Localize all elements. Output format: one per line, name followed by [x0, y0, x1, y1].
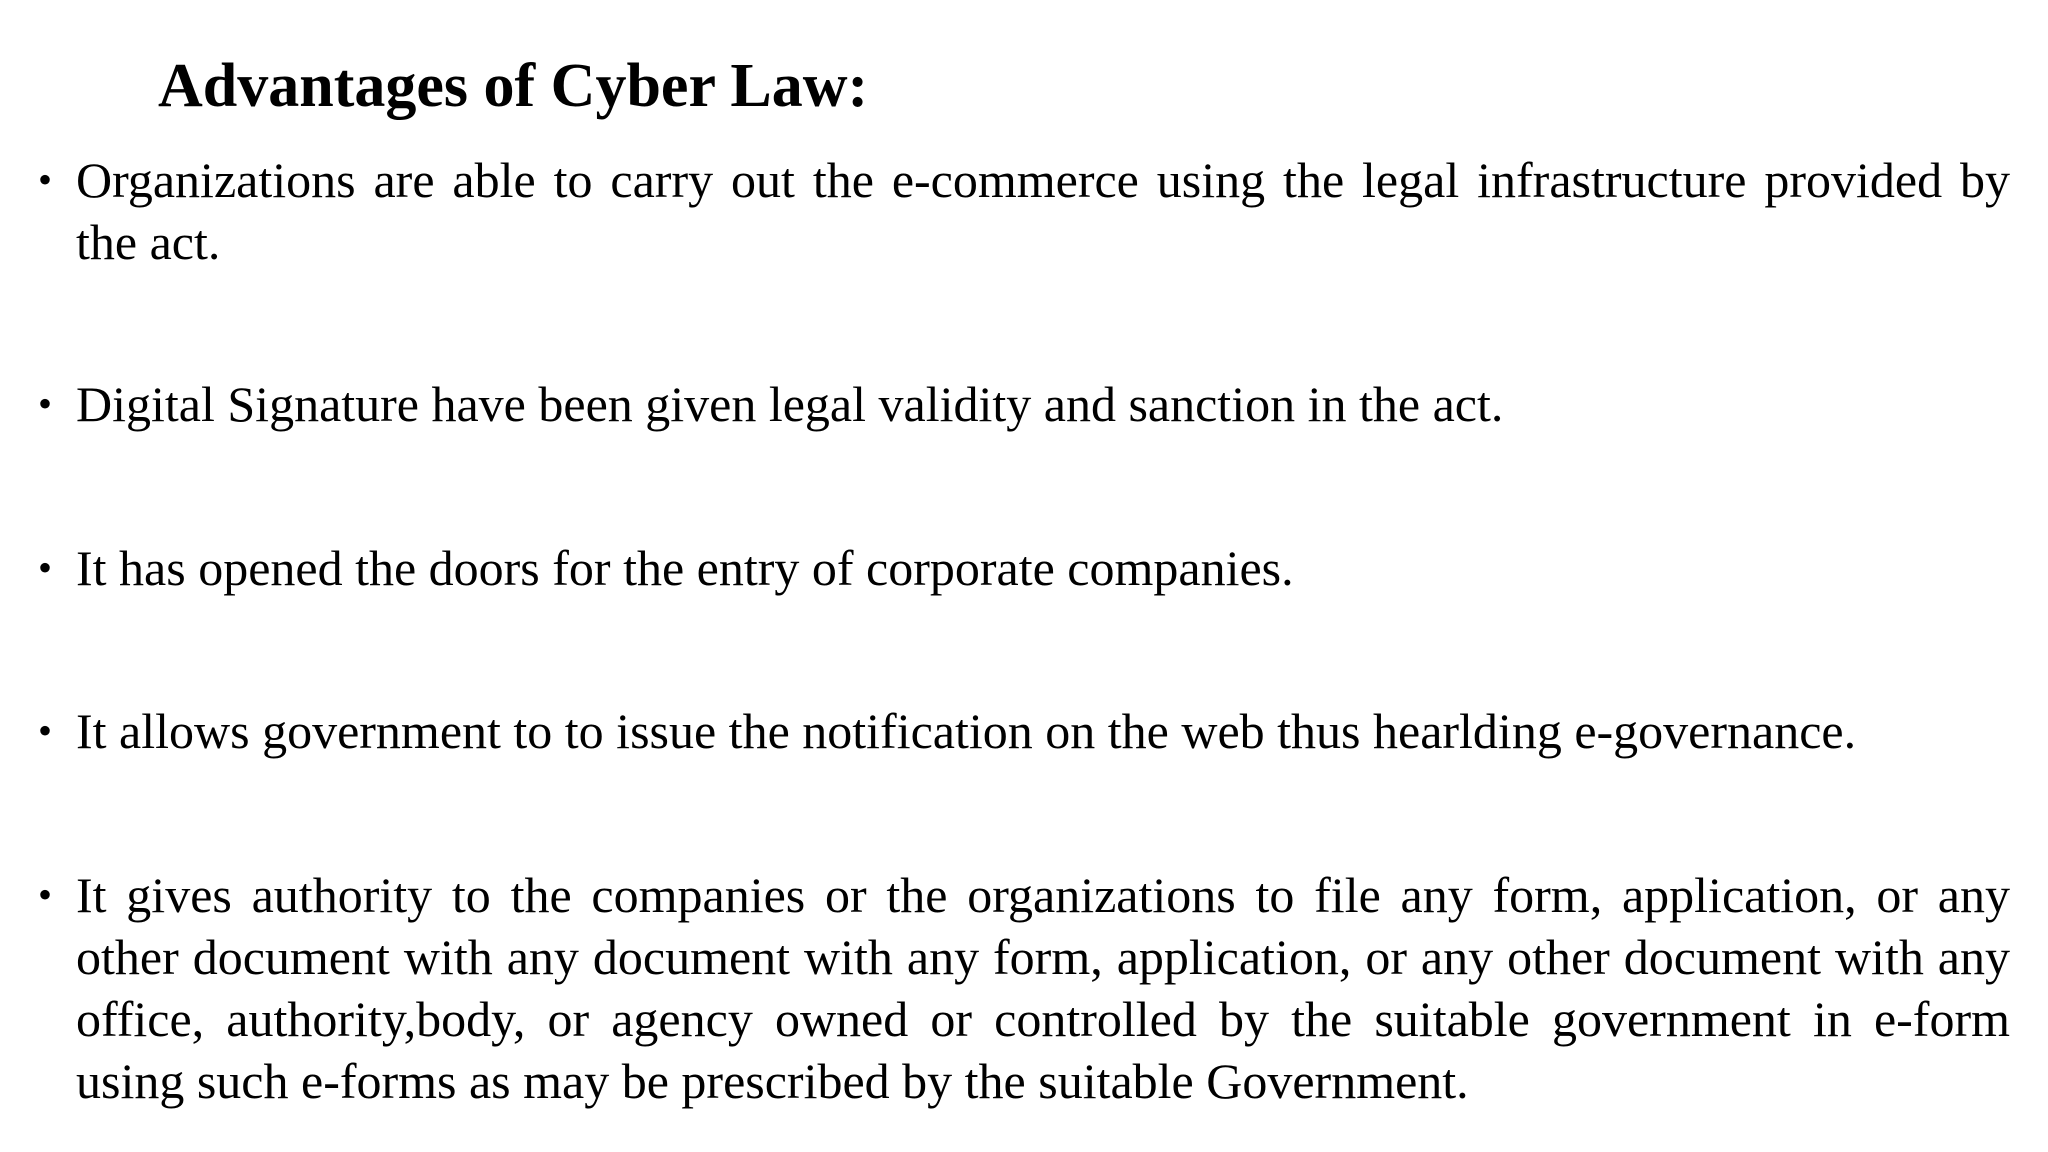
bullet-icon: • — [38, 381, 53, 426]
bullet-text: It has opened the doors for the entry of corporate companies. — [76, 540, 1294, 596]
bullet-icon: • — [38, 708, 53, 753]
bullet-item — [38, 537, 2010, 599]
slide-title: Advantages of Cyber Law: — [158, 52, 869, 120]
bullet-text: Digital Signature have been given legal validity and sanction in the act. — [76, 376, 1504, 432]
bullet-text: It gives authority to the companies or the organizations to file any form, application, or any other document with any document with any form, application, or any other document with any office, authority,body, or agency owned or controlled by the suitable government in e-form using such e-forms as may be prescribed by the suitable Government. — [76, 867, 2010, 1109]
bullet-icon: • — [38, 157, 53, 202]
bullet-item — [38, 864, 2010, 1112]
bullet-icon: • — [38, 872, 53, 917]
bullet-text: It allows government to to issue the notification on the web thus hearlding e-governance. — [76, 703, 1857, 759]
bullet-item — [38, 149, 2010, 273]
bullet-item — [38, 373, 2010, 435]
bullet-icon: • — [38, 545, 53, 590]
bullet-text: Organizations are able to carry out the e-commerce using the legal infrastructure provided by the act. — [76, 152, 2010, 270]
bullet-item — [38, 700, 2010, 762]
